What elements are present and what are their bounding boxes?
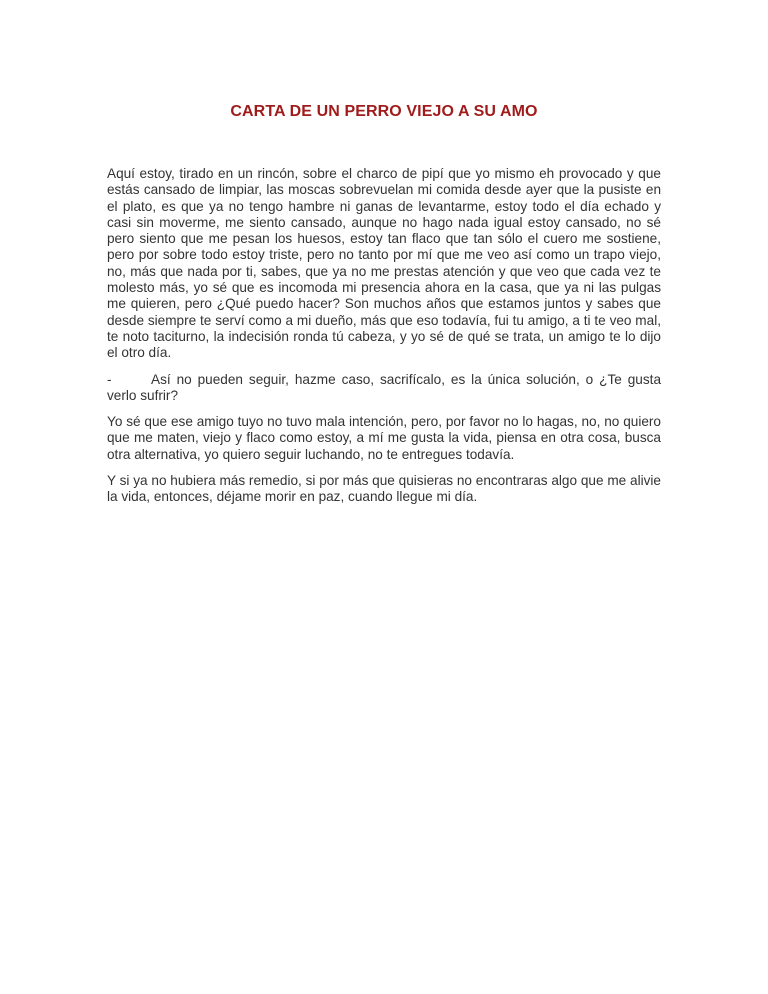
paragraph-3: Y si ya no hubiera más remedio, si por más que quisieras no encontraras algo que me alivie la vida, entonces, déjame morir en paz, cuando llegue mi día. <box>107 473 661 505</box>
document-title: CARTA DE UN PERRO VIEJO A SU AMO <box>230 103 538 120</box>
paragraph-2: Yo sé que ese amigo tuyo no tuvo mala intención, pero, por favor no lo hagas, no, no quiero que me maten, viejo y flaco como estoy, a mí me gusta la vida, piensa en otra cosa, busca otra alternativa, yo quiero seguir luchando, no te entregues todavía. <box>107 414 661 462</box>
dialogue-paragraph <box>107 372 661 405</box>
paragraph-1: Aquí estoy, tirado en un rincón, sobre el charco de pipí que yo mismo eh provocado y que estás cansado de limpiar, las moscas sobrevuelan mi comida desde ayer que la pusiste en el plato, es que ya no tengo hambre ni ganas de levantarme, estoy todo el día echado y casi sin moverme, me siento cansado, aunque no hago nada igual estoy cansado, no sé pero siento que me pesan los huesos, estoy tan flaco que tan sólo el cuero me sostiene, pero por sobre todo estoy triste, pero no tanto por mí que me veo así como un trapo viejo, no, más que nada por ti, sabes, que ya no me prestas atención y que veo que cada vez te molesto más, yo sé que es incomoda mi presencia ahora en la casa, que ya ni las pulgas me quieren, pero ¿Qué puedo hacer? Son muchos años que estamos juntos y sabes que desde siempre te serví como a mi dueño, más que eso todavía, fui tu amigo, a ti te veo mal, te noto taciturno, la indecisión ronda tú cabeza, y yo sé de qué se trata, un amigo te lo dijo el otro día. <box>107 166 661 361</box>
dialogue-dash: - <box>107 371 112 387</box>
document-body <box>107 166 661 516</box>
dialogue-text: Así no pueden seguir, hazme caso, sacrifícalo, es la única solución, o ¿Te gusta verlo sufrir? <box>107 371 661 403</box>
